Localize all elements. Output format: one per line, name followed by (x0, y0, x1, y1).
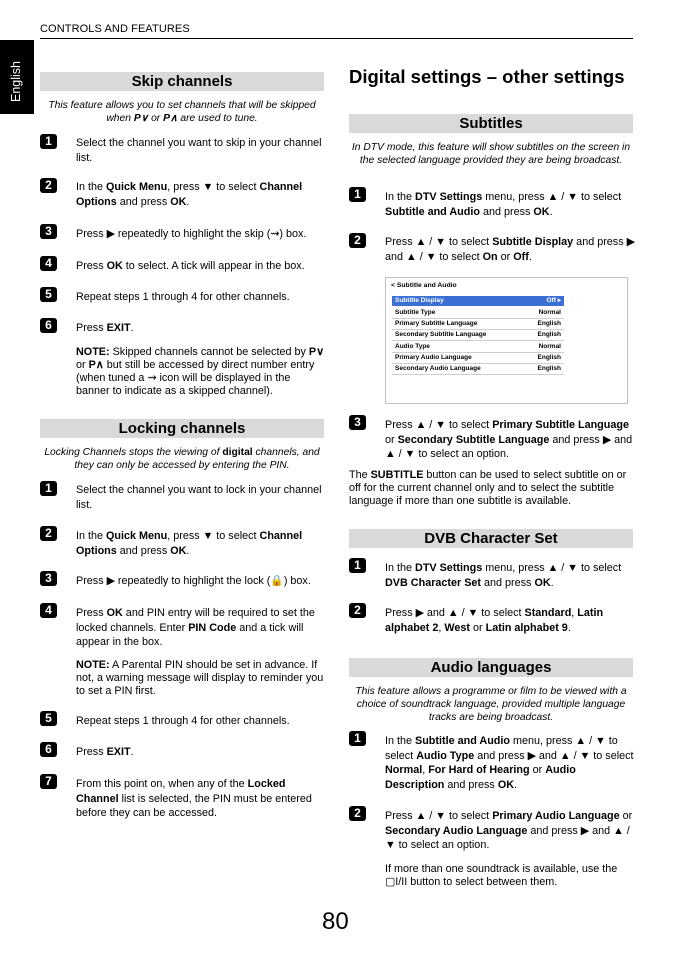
subtitles-heading: Subtitles (349, 114, 633, 133)
section-header: CONTROLS AND FEATURES (40, 23, 190, 35)
page-title: Digital settings – other settings (349, 66, 625, 87)
step-number: 1 (349, 187, 366, 202)
menu-title: < Subtitle and Audio (391, 282, 457, 289)
skip-step-6: Press EXIT. (76, 322, 134, 334)
lock-step-6: Press EXIT. (76, 746, 134, 758)
subtitles-step-3: Press ▲ / ▼ to select Primary Subtitle Language or Secondary Subtitle Language and press ▶ and ▲ / ▼ to select an option. (385, 419, 633, 460)
subtitles-step-1: In the DTV Settings menu, press ▲ / ▼ to select Subtitle and Audio and press OK. (385, 191, 622, 218)
skip-step-2: In the Quick Menu, press ▼ to select Channel Options and press OK. (76, 181, 303, 208)
step-number: 3 (40, 224, 57, 239)
step-number: 4 (40, 256, 57, 271)
lock-step-3: Press ▶ repeatedly to highlight the lock (🔒) box. (76, 575, 311, 587)
skip-step-4: Press OK to select. A tick will appear in the box. (76, 260, 305, 272)
step-number: 3 (40, 571, 57, 586)
step-number: 5 (40, 711, 57, 726)
step-number: 3 (349, 415, 366, 430)
step-number: 2 (349, 233, 366, 248)
lock-note: NOTE: A Parental PIN should be set in advance. If not, a warning message will display to reminder you to set a PIN first. (76, 659, 324, 697)
lock-step-2: In the Quick Menu, press ▼ to select Channel Options and press OK. (76, 530, 303, 557)
step-number: 4 (40, 603, 57, 618)
dvb-character-set-heading: DVB Character Set (349, 529, 633, 548)
step-number: 1 (40, 481, 57, 496)
skip-icon: ⇝ (147, 372, 157, 384)
step-number: 6 (40, 318, 57, 333)
menu-row-subtitle-display: Subtitle Display Off ▸ (392, 296, 564, 306)
skip-step-3: Press ▶ repeatedly to highlight the skip (⇝) box. (76, 228, 307, 240)
dvb-step-2: Press ▶ and ▲ / ▼ to select Standard, Latin alphabet 2, West or Latin alphabet 9. (385, 607, 604, 634)
step-number: 6 (40, 742, 57, 757)
step-number: 7 (40, 774, 57, 789)
lock-step-7: From this point on, when any of the Locked Channel list is selected, the PIN must be entered before they can be accessed. (76, 778, 312, 819)
skip-note: NOTE: Skipped channels cannot be selected by P∨ or P∧ but still be accessed by direct number entry (when tuned a ⇝ icon will be displayed in the banner to indicate as a skipped channel). (76, 346, 324, 397)
step-number: 1 (349, 558, 366, 573)
header-divider (40, 38, 633, 39)
step-number: 5 (40, 287, 57, 302)
dvb-step-1: In the DTV Settings menu, press ▲ / ▼ to select DVB Character Set and press OK. (385, 562, 622, 589)
page-number: 80 (322, 908, 349, 935)
subtitles-intro: In DTV mode, this feature will show subtitles on the screen in the selected language provided they are being broadcast. (351, 142, 631, 166)
step-number: 2 (40, 178, 57, 193)
lock-step-1: Select the channel you want to lock in your channel list. (76, 484, 322, 511)
menu-row-primary-subtitle: Primary Subtitle Language English (392, 319, 564, 330)
skip-icon: ⇝ (270, 228, 280, 240)
step-number: 1 (349, 731, 366, 746)
step-number: 2 (40, 526, 57, 541)
skip-channels-intro: This feature allows you to set channels that will be skipped when P∨ or P∧ are used to tune. (48, 100, 316, 124)
audio-step-2: Press ▲ / ▼ to select Primary Audio Language or Secondary Audio Language and press ▶ and ▲ / ▼ to select an option. (385, 810, 633, 851)
lock-icon: 🔒 (270, 575, 284, 587)
locking-channels-heading: Locking channels (40, 419, 324, 438)
language-tab (0, 40, 34, 114)
subtitles-step-2: Press ▲ / ▼ to select Subtitle Display and press ▶ and ▲ / ▼ to select On or Off. (385, 236, 635, 263)
menu-row-secondary-audio: Secondary Audio Language English (392, 364, 564, 375)
audio-languages-intro: This feature allows a programme or film to be viewed with a choice of soundtrack language, provided multiple language tracks are being broadcast. (355, 686, 627, 723)
menu-row-audio-type: Audio Type Normal (392, 342, 564, 353)
skip-step-1: Select the channel you want to skip in your channel list. (76, 137, 322, 164)
step-number: 2 (349, 806, 366, 821)
subtitle-button-note: The SUBTITLE button can be used to select subtitle on or off for the current channel only and to select the subtitle language if more than one subtitle is available. (349, 469, 627, 507)
skip-channels-heading: Skip channels (40, 72, 324, 91)
soundtrack-note: If more than one soundtrack is available, use the ▢I/II button to select between them. (385, 863, 618, 888)
menu-row-secondary-subtitle: Secondary Subtitle Language English (392, 330, 564, 341)
step-number: 1 (40, 134, 57, 149)
audio-languages-heading: Audio languages (349, 658, 633, 677)
lock-step-5: Repeat steps 1 through 4 for other channels. (76, 715, 290, 727)
menu-row-subtitle-type: Subtitle Type Normal (392, 308, 564, 319)
step-number: 2 (349, 603, 366, 618)
menu-row-primary-audio: Primary Audio Language English (392, 353, 564, 364)
language-tab-label: English (9, 61, 23, 102)
locking-channels-intro: Locking Channels stops the viewing of digital channels, and they can only be accessed by entering the PIN. (44, 447, 320, 471)
lock-step-4: Press OK and PIN entry will be required to set the locked channels. Enter PIN Code and a tick will appear in the box. (76, 607, 315, 648)
skip-step-5: Repeat steps 1 through 4 for other channels. (76, 291, 290, 303)
audio-step-1: In the Subtitle and Audio menu, press ▲ / ▼ to select Audio Type and press ▶ and ▲ / ▼ to select Normal, For Hard of Hearing or Audio Description and press OK. (385, 735, 634, 791)
subtitle-audio-menu-screenshot (385, 277, 628, 404)
